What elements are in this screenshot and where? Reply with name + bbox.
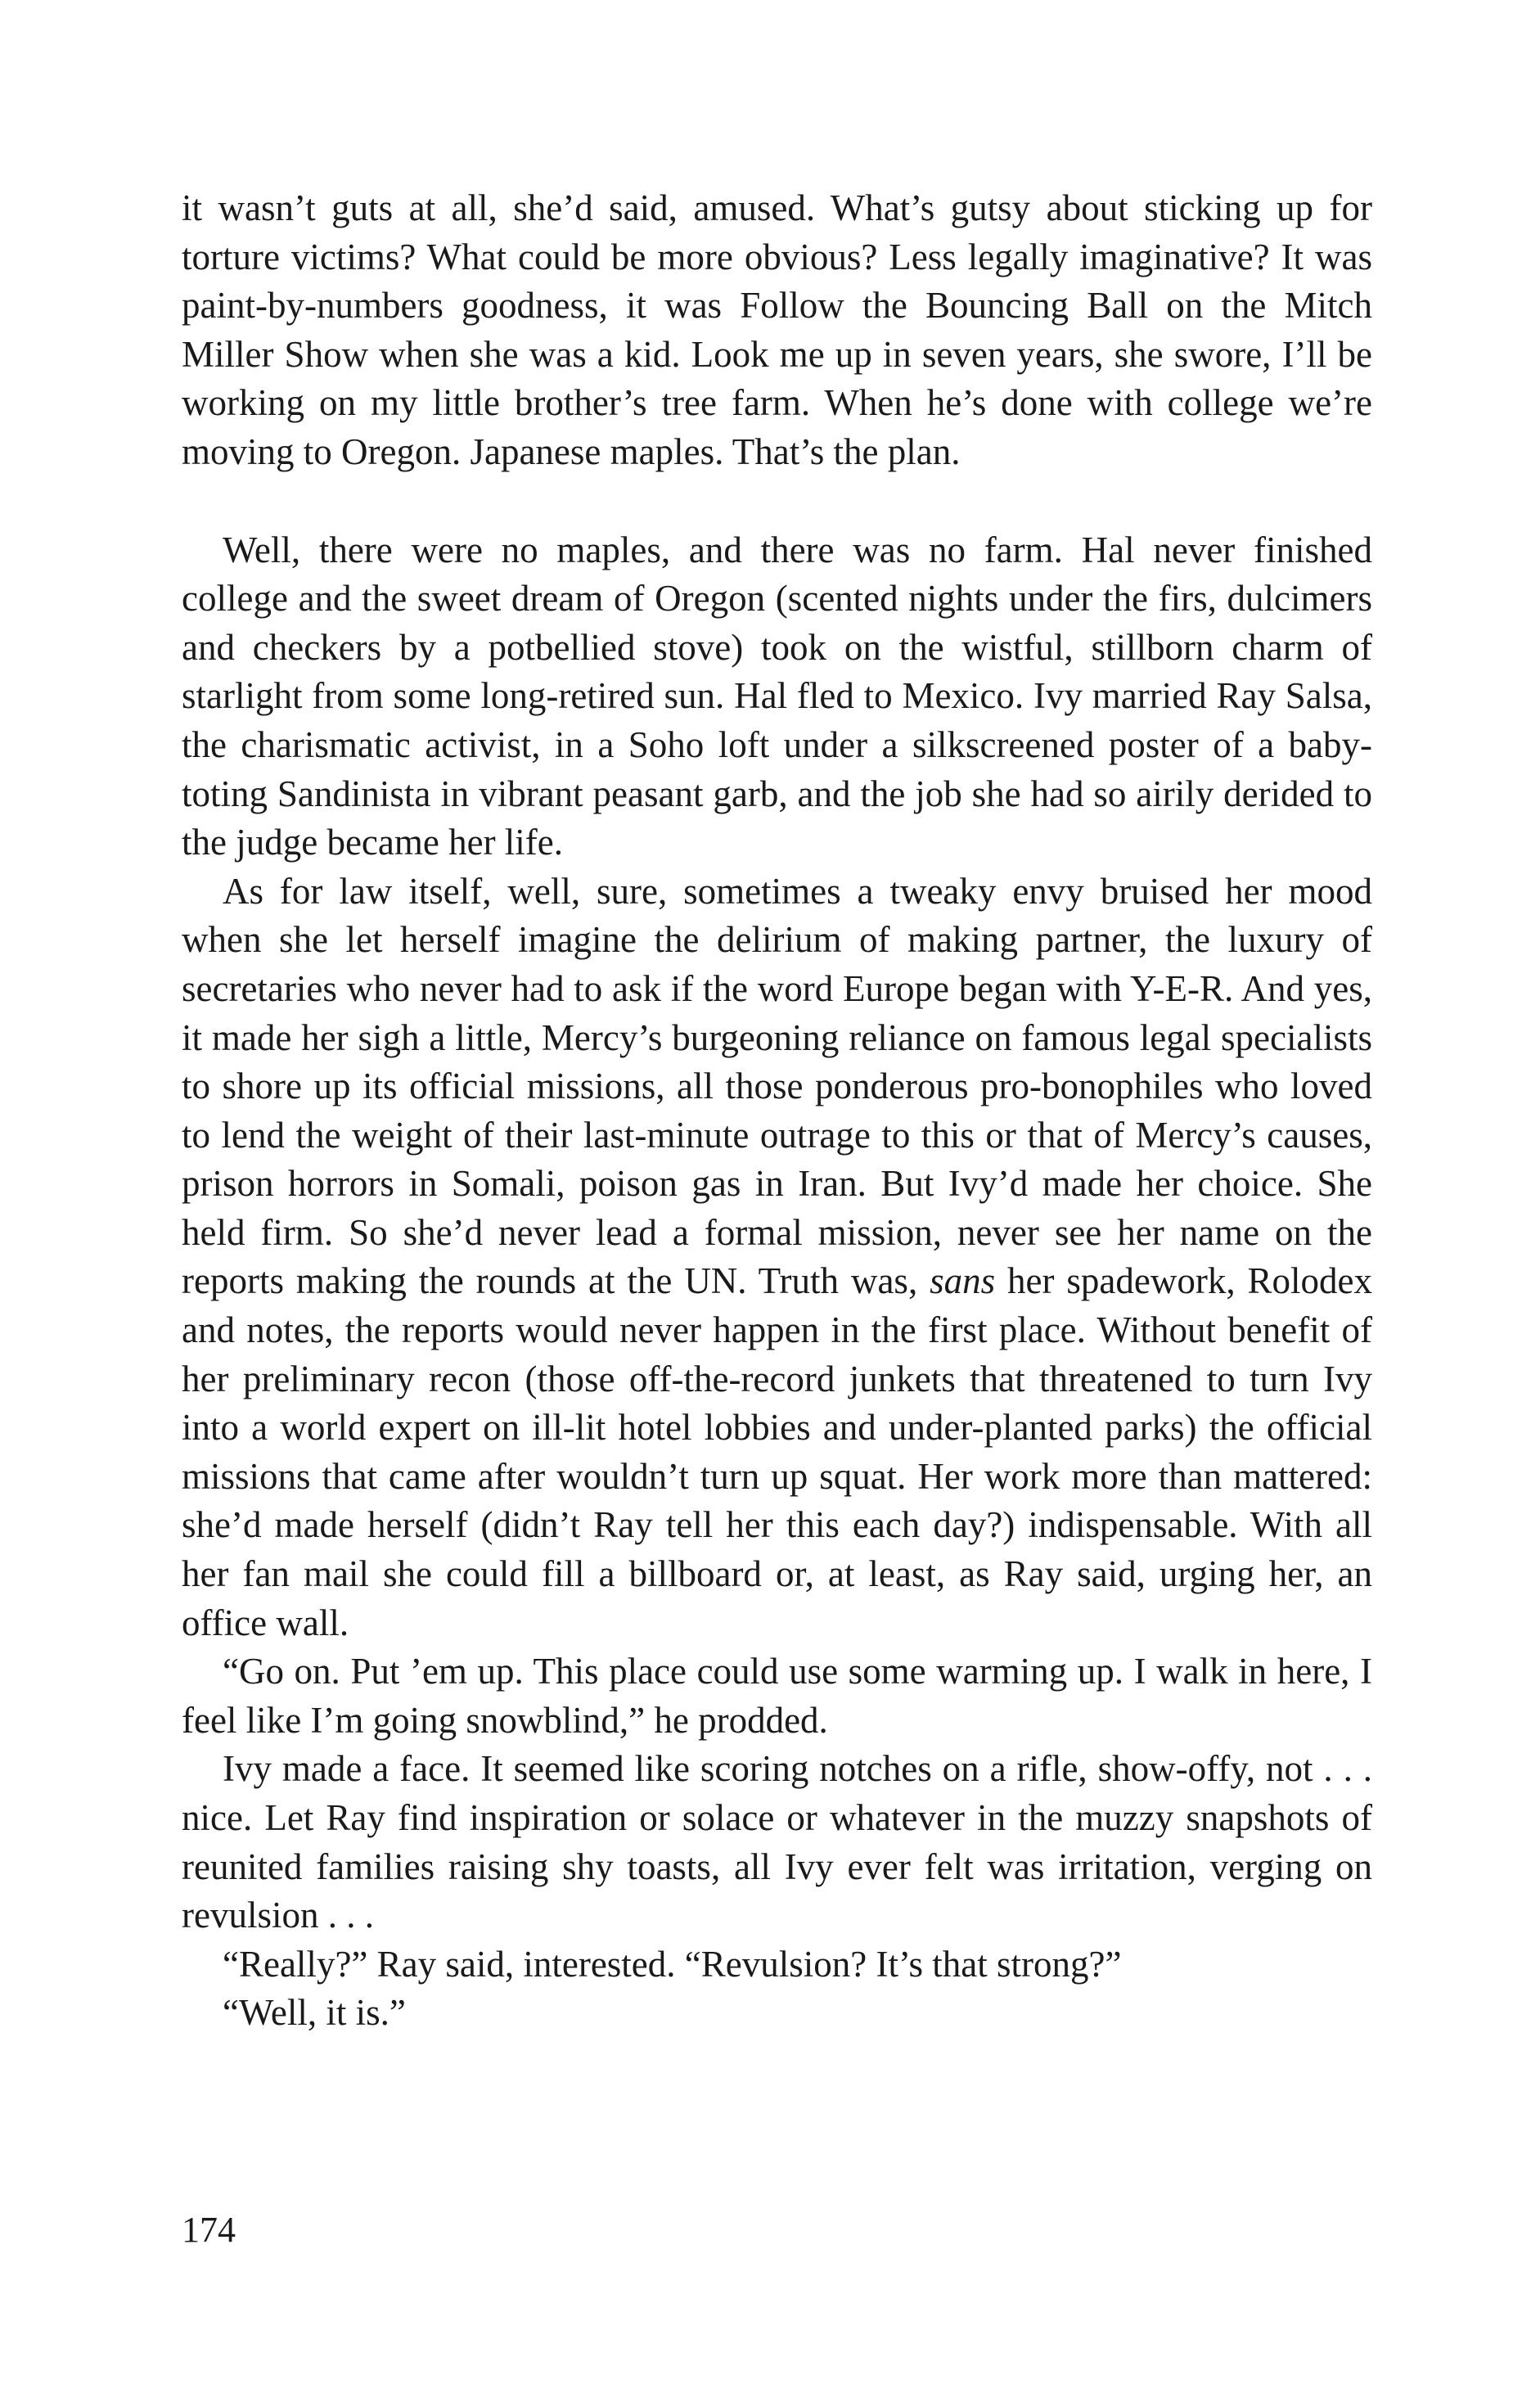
paragraph-1: it wasn’t guts at all, she’d said, amused. What’s gutsy about sticking up for torture victims? What could be more obvious? Less legally imaginative? It was paint-by-numbers goodness, it was Follow the Bouncing Ball on the Mitch Miller Show when she was a kid. Look me up in seven years, she swore, I’ll be working on my little brother’s tree farm. When he’s done with college we’re moving to Oregon. Japanese maples. That’s the plan. xyxy=(182,187,1372,472)
paragraph-5: Ivy made a face. It seemed like scoring notches on a rifle, show-offy, not . . . nice. Let Ray find inspiration or solace or whatever in the muzzy snapshots of reunited families raising shy toasts, all Ivy ever felt was irritation, verging on revulsion . . . xyxy=(182,1748,1372,1936)
paragraph-2: Well, there were no maples, and there was no farm. Hal never finished college and the sweet dream of Oregon (scented nights under the firs, dulcimers and checkers by a potbellied stove) took on the wistful, stillborn charm of starlight from some long-retired sun. Hal fled to Mexico. Ivy married Ray Salsa, the charismatic activist, in a Soho loft under a silkscreened poster of a baby-toting Sandinista in vibrant peasant garb, and the job she had so airily derided to the judge became her life. xyxy=(182,529,1372,863)
body-text xyxy=(182,184,1372,2038)
paragraph-4: “Go on. Put ’em up. This place could use some warming up. I walk in here, I feel like I’m going snowblind,” he prodded. xyxy=(182,1651,1372,1741)
paragraph-3 xyxy=(182,868,1372,1648)
page-number: 174 xyxy=(182,2210,236,2250)
paragraph-7: “Well, it is.” xyxy=(223,1992,406,2034)
paragraph-6: “Really?” Ray said, interested. “Revulsion? It’s that strong?” xyxy=(223,1943,1122,1985)
paragraph-3-text-after: her spadework, Rolodex and notes, the reports would never happen in the first place. Without benefit of her preliminary recon (those off-the-record junkets that threatened to turn Ivy into a world expert on ill-lit hotel lobbies and under-planted parks) the official missions that came after wouldn’t turn up squat. Her work more than mattered: she’d made herself (didn’t Ray tell her this each day?) indispensable. With all her fan mail she could fill a billboard or, at least, as Ray said, urging her, an office wall. xyxy=(182,1260,1373,1643)
paragraph-3-text-before: As for law itself, well, sure, sometimes a tweaky envy bruised her mood when she let herself imagine the delirium of making partner, the luxury of secretaries who never had to ask if the word Europe began with Y-E-R. And yes, it made her sigh a little, Mercy’s burgeoning reliance on famous legal specialists to shore up its official missions, all those ponderous pro-bonophiles who loved to lend the weight of their last-minute outrage to this or that of Mercy’s causes, prison horrors in Somali, poison gas in Iran. But Ivy’d made her choice. She held firm. So she’d never lead a formal mission, never see her name on the reports making the rounds at the UN. Truth was, xyxy=(182,870,1372,1302)
italic-word-sans: sans xyxy=(930,1260,996,1302)
